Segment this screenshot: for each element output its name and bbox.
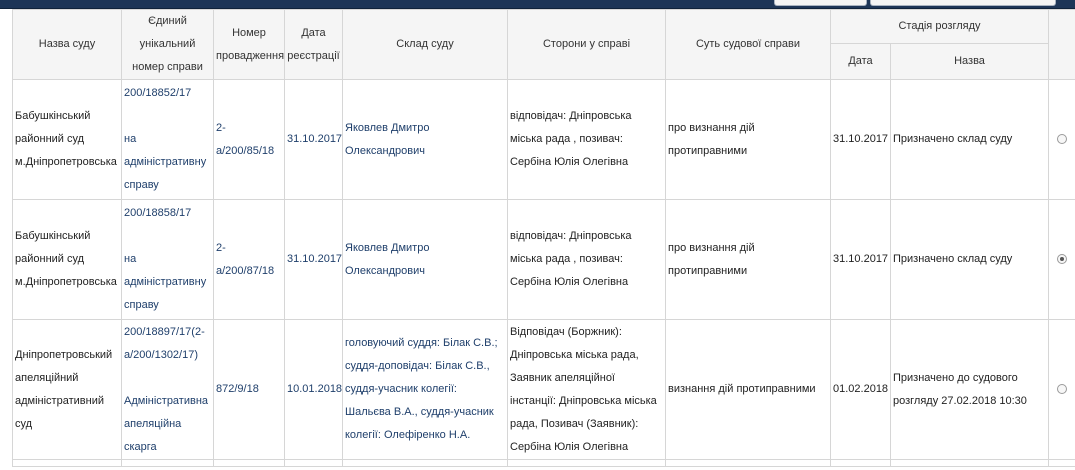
subject-cell: про визнання дій протиправними xyxy=(666,80,831,200)
col-header-court: Назва суду xyxy=(13,10,122,80)
case-number: 200/18897/17(2-а/200/1302/17) xyxy=(124,325,205,361)
stage-name-cell: Призначено до судового розгляду 27.02.2018 10:30 xyxy=(891,320,1049,460)
parties-cell: Відповідач (Боржник): Дніпровська міська рада, Заявник апеляційної інстанції: Дніпровська міська рада, Позивач (Заявник): Сербіна Юлія Олегівна xyxy=(508,320,666,460)
parties-cell: відповідач: Дніпровська міська рада , позивач: Сербіна Юлія Олегівна xyxy=(508,80,666,200)
row-select-cell[interactable] xyxy=(1049,80,1075,200)
judges-cell: Яковлев Дмитро Олександрович xyxy=(343,80,508,200)
case-number-cell xyxy=(122,80,214,200)
col-header-stage: Стадія розгляду xyxy=(831,10,1049,44)
table-row[interactable] xyxy=(13,80,1075,200)
court-name-cell: Дніпропетровський апеляційний адміністративний суд xyxy=(13,320,122,460)
court-name-cell: Бабушкінський районний суд м.Дніпропетровська xyxy=(13,200,122,320)
court-name-cell: Бабушкінський районний суд м.Дніпропетровська xyxy=(13,80,122,200)
col-header-stage-name: Назва xyxy=(891,44,1049,80)
judges-cell: Яковлев Дмитро Олександрович xyxy=(343,200,508,320)
reg-date-cell: 31.10.2017 xyxy=(285,200,343,320)
col-header-subject: Суть судової справи xyxy=(666,10,831,80)
proceeding-number-cell: 2-а/200/87/18 xyxy=(214,200,285,320)
table-row xyxy=(13,460,1075,467)
case-number: 200/18858/17 xyxy=(124,207,192,219)
col-header-select xyxy=(1049,10,1075,80)
case-type: на адміністративну справу xyxy=(124,133,207,191)
col-header-proceeding-number: Номер провадження xyxy=(214,10,285,80)
table-row[interactable] xyxy=(13,200,1075,320)
case-number-cell xyxy=(122,200,214,320)
row-select-cell[interactable] xyxy=(1049,200,1075,320)
row-select-cell[interactable] xyxy=(1049,320,1075,460)
stage-name-cell: Призначено склад суду xyxy=(891,200,1049,320)
stage-name-cell: Призначено склад суду xyxy=(891,80,1049,200)
judges-cell: головуючий суддя: Білак С.В.; суддя-доповідач: Білак С.В., суддя-учасник колегії: Шальєва В.А., суддя-учасник колегії: Олефіренко Н.А. xyxy=(343,320,508,460)
case-type: Адміністративна апеляційна скарга xyxy=(124,394,209,453)
proceeding-number-cell: 2-а/200/85/18 xyxy=(214,80,285,200)
reg-date-cell: 10.01.2018 xyxy=(285,320,343,460)
header-button[interactable] xyxy=(774,0,867,6)
proceeding-number-cell: 872/9/18 xyxy=(214,320,285,460)
col-header-judges: Склад суду xyxy=(343,10,508,80)
case-type: на адміністративну справу xyxy=(124,253,207,311)
subject-cell: про визнання дій протиправними xyxy=(666,200,831,320)
row-select-radio[interactable] xyxy=(1057,384,1067,394)
reg-date-cell: 31.10.2017 xyxy=(285,80,343,200)
col-header-reg-date: Дата реєстрації xyxy=(285,10,343,80)
row-select-radio[interactable] xyxy=(1057,134,1067,144)
subject-cell: визнання дій протиправними xyxy=(666,320,831,460)
header-button[interactable] xyxy=(870,0,1056,6)
case-number: 200/18852/17 xyxy=(124,87,192,99)
row-select-radio[interactable] xyxy=(1057,254,1067,264)
top-header-bar xyxy=(0,0,1075,9)
stage-date-cell: 31.10.2017 xyxy=(831,80,891,200)
col-header-parties: Сторони у справі xyxy=(508,10,666,80)
table-row[interactable] xyxy=(13,320,1075,460)
stage-date-cell: 01.02.2018 xyxy=(831,320,891,460)
parties-cell: відповідач: Дніпровська міська рада , позивач: Сербіна Юлія Олегівна xyxy=(508,200,666,320)
court-cases-table xyxy=(12,9,1075,467)
col-header-stage-date: Дата xyxy=(831,44,891,80)
case-number-cell xyxy=(122,320,214,460)
col-header-case-number: Єдиний унікальний номер справи xyxy=(122,10,214,80)
stage-date-cell: 31.10.2017 xyxy=(831,200,891,320)
